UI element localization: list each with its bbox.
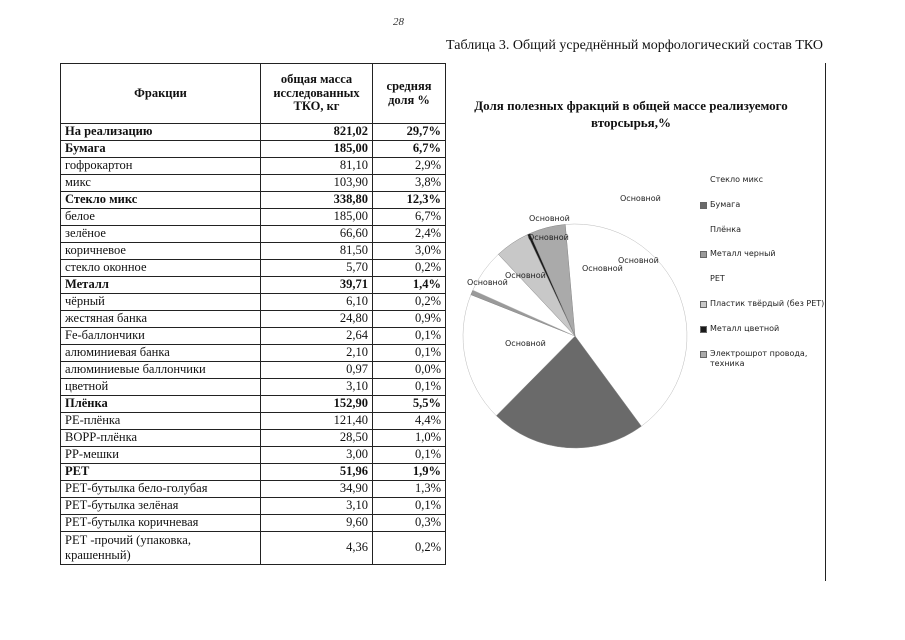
legend-item xyxy=(700,299,825,310)
mass-cell: 66,60 xyxy=(261,226,373,243)
fraction-name-cell: На реализацию xyxy=(61,124,261,141)
mass-cell: 4,36 xyxy=(261,532,373,565)
pie-slice-label: Основной xyxy=(618,256,659,265)
share-cell: 0,1% xyxy=(373,379,446,396)
pie-slice-label: Основной xyxy=(505,271,546,280)
share-cell: 4,4% xyxy=(373,413,446,430)
share-cell: 0,2% xyxy=(373,532,446,565)
legend-label: Металл черный xyxy=(710,249,776,259)
share-cell: 0,3% xyxy=(373,515,446,532)
table-row xyxy=(61,362,446,379)
fraction-name-cell: Бумага xyxy=(61,141,261,158)
table-caption: Таблица 3. Общий усреднённый морфологический состав ТКО xyxy=(446,38,823,53)
share-cell: 29,7% xyxy=(373,124,446,141)
share-cell: 0,2% xyxy=(373,294,446,311)
mass-cell: 152,90 xyxy=(261,396,373,413)
mass-cell: 185,00 xyxy=(261,141,373,158)
table-row xyxy=(61,328,446,345)
share-cell: 6,7% xyxy=(373,209,446,226)
share-cell: 1,0% xyxy=(373,430,446,447)
table-row xyxy=(61,192,446,209)
table-row xyxy=(61,379,446,396)
fraction-name-cell: РЕТ-бутылка бело-голубая xyxy=(61,481,261,498)
mass-cell: 39,71 xyxy=(261,277,373,294)
legend-label: Стекло микс xyxy=(710,175,764,184)
composition-table xyxy=(60,63,446,565)
share-cell: 2,4% xyxy=(373,226,446,243)
table-row xyxy=(61,260,446,277)
legend-item xyxy=(700,349,825,371)
table-row xyxy=(61,294,446,311)
share-cell: 1,3% xyxy=(373,481,446,498)
fraction-name-cell: жестяная банка xyxy=(61,311,261,328)
mass-cell: 81,10 xyxy=(261,158,373,175)
legend-item xyxy=(700,249,825,260)
table-row xyxy=(61,447,446,464)
share-cell: 1,9% xyxy=(373,464,446,481)
share-cell: 6,7% xyxy=(373,141,446,158)
legend-swatch xyxy=(700,276,705,281)
legend-item xyxy=(700,274,825,285)
fraction-name-cell: гофрокартон xyxy=(61,158,261,175)
fraction-name-cell: ВОРР-плёнка xyxy=(61,430,261,447)
mass-cell: 6,10 xyxy=(261,294,373,311)
share-cell: 0,2% xyxy=(373,260,446,277)
table-row xyxy=(61,175,446,192)
fraction-name-cell: зелёное xyxy=(61,226,261,243)
fraction-name-cell: микс xyxy=(61,175,261,192)
mass-cell: 2,10 xyxy=(261,345,373,362)
mass-cell: 338,80 xyxy=(261,192,373,209)
table-row xyxy=(61,464,446,481)
table-row xyxy=(61,532,446,565)
fraction-name-cell: чёрный xyxy=(61,294,261,311)
fraction-name-cell: РЕ-плёнка xyxy=(61,413,261,430)
mass-cell: 5,70 xyxy=(261,260,373,277)
mass-cell: 3,10 xyxy=(261,498,373,515)
pie-slice-label: Основной xyxy=(529,214,570,223)
legend-swatch xyxy=(700,326,707,333)
share-cell: 1,4% xyxy=(373,277,446,294)
pie-slice-label: Основной xyxy=(467,278,508,287)
fraction-name-cell: РЕТ-бутылка зелёная xyxy=(61,498,261,515)
chart-panel xyxy=(445,63,826,581)
fraction-name-cell: РЕТ -прочий (упаковка, крашенный) xyxy=(61,532,261,565)
mass-cell: 0,97 xyxy=(261,362,373,379)
chart-legend xyxy=(700,175,825,384)
fraction-name-cell: стекло оконное xyxy=(61,260,261,277)
table-row xyxy=(61,345,446,362)
legend-label: Металл цветной xyxy=(710,323,780,333)
table-row xyxy=(61,311,446,328)
legend-label: Электрошрот провода, техника xyxy=(710,348,808,369)
fraction-name-cell: Металл xyxy=(61,277,261,294)
mass-cell: 185,00 xyxy=(261,209,373,226)
fraction-name-cell: Fe-баллончики xyxy=(61,328,261,345)
table-row xyxy=(61,124,446,141)
legend-label: Плёнка xyxy=(710,224,742,234)
mass-cell: 9,60 xyxy=(261,515,373,532)
table-row xyxy=(61,158,446,175)
legend-swatch xyxy=(700,301,707,308)
chart-title-line2: вторсырья,% xyxy=(591,114,671,130)
fraction-name-cell: цветной xyxy=(61,379,261,396)
table-row xyxy=(61,226,446,243)
mass-cell: 2,64 xyxy=(261,328,373,345)
fraction-name-cell: РР-мешки xyxy=(61,447,261,464)
table-row xyxy=(61,243,446,260)
mass-cell: 103,90 xyxy=(261,175,373,192)
legend-item xyxy=(700,225,825,236)
fraction-name-cell: РЕТ xyxy=(61,464,261,481)
fraction-name-cell: алюминиевые баллончики xyxy=(61,362,261,379)
share-cell: 2,9% xyxy=(373,158,446,175)
legend-item xyxy=(700,200,825,211)
fraction-name-cell: коричневое xyxy=(61,243,261,260)
share-cell: 12,3% xyxy=(373,192,446,209)
mass-cell: 28,50 xyxy=(261,430,373,447)
share-cell: 5,5% xyxy=(373,396,446,413)
share-cell: 3,0% xyxy=(373,243,446,260)
table-body xyxy=(61,124,446,565)
legend-swatch xyxy=(700,177,705,182)
legend-label: РЕТ xyxy=(710,274,725,284)
share-cell: 0,1% xyxy=(373,498,446,515)
header-fractions: Фракции xyxy=(61,64,261,124)
pie-slice-label: Основной xyxy=(620,194,661,203)
legend-swatch xyxy=(700,202,707,209)
mass-cell: 121,40 xyxy=(261,413,373,430)
legend-item xyxy=(700,324,825,335)
share-cell: 3,8% xyxy=(373,175,446,192)
mass-cell: 81,50 xyxy=(261,243,373,260)
fraction-name-cell: РЕТ-бутылка коричневая xyxy=(61,515,261,532)
share-cell: 0,9% xyxy=(373,311,446,328)
mass-cell: 51,96 xyxy=(261,464,373,481)
mass-cell: 3,10 xyxy=(261,379,373,396)
pie-slice-label: Основной xyxy=(528,233,569,242)
table-row xyxy=(61,481,446,498)
page-number: 28 xyxy=(393,16,404,28)
table-row xyxy=(61,515,446,532)
fraction-name-cell: алюминиевая банка xyxy=(61,345,261,362)
table-row xyxy=(61,413,446,430)
table-row xyxy=(61,277,446,294)
legend-label: Пластик твёрдый (без РЕТ) xyxy=(710,298,825,308)
share-cell: 0,1% xyxy=(373,447,446,464)
table-row xyxy=(61,141,446,158)
table-row xyxy=(61,498,446,515)
chart-title-line1: Доля полезных фракций в общей массе реализуемого xyxy=(474,98,788,113)
mass-cell: 3,00 xyxy=(261,447,373,464)
legend-label: Бумага xyxy=(710,199,741,209)
share-cell: 0,1% xyxy=(373,345,446,362)
fraction-name-cell: белое xyxy=(61,209,261,226)
mass-cell: 24,80 xyxy=(261,311,373,328)
table-row xyxy=(61,430,446,447)
header-total-mass: общая масса исследованных ТКО, кг xyxy=(261,64,373,124)
legend-swatch xyxy=(700,227,705,232)
mass-cell: 34,90 xyxy=(261,481,373,498)
legend-swatch xyxy=(700,351,707,358)
share-cell: 0,1% xyxy=(373,328,446,345)
legend-swatch xyxy=(700,251,707,258)
pie-slice-label: Основной xyxy=(582,264,623,273)
pie-slice-label: Основной xyxy=(505,339,546,348)
table-row xyxy=(61,396,446,413)
table-row xyxy=(61,209,446,226)
fraction-name-cell: Плёнка xyxy=(61,396,261,413)
fraction-name-cell: Стекло микс xyxy=(61,192,261,209)
legend-item xyxy=(700,175,825,186)
share-cell: 0,0% xyxy=(373,362,446,379)
mass-cell: 821,02 xyxy=(261,124,373,141)
header-average-share: средняя доля % xyxy=(373,64,446,124)
